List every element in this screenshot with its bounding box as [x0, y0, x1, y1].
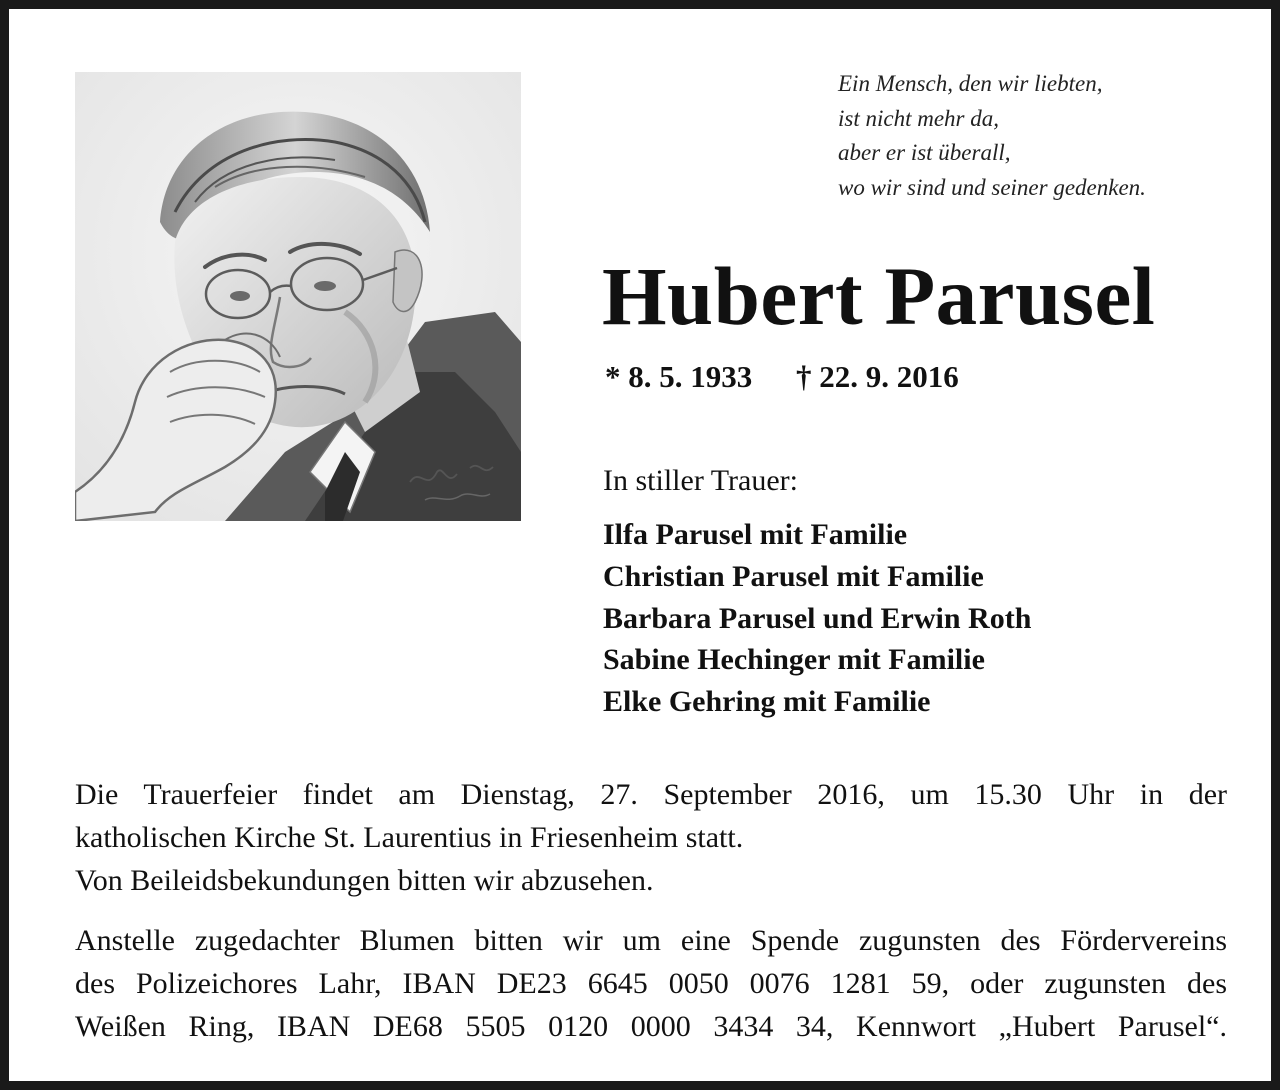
- mourner-item: Christian Parusel mit Familie: [603, 559, 984, 593]
- ceremony-details: [75, 773, 1227, 902]
- donation-line: Weißen Ring, IBAN DE68 5505 0120 0000 3434 34, Kennwort „Hubert Parusel“.: [75, 1010, 1227, 1043]
- donation-request: [75, 919, 1227, 1048]
- mourner-item: Ilfa Parusel mit Familie: [603, 518, 908, 551]
- mourning-label: In stiller Trauer:: [603, 464, 798, 497]
- deceased-name: Hubert Parusel: [602, 250, 1156, 342]
- donation-line: des Polizeichores Lahr, IBAN DE23 6645 0050 0076 1281 59, oder zugunsten des: [75, 967, 1227, 1000]
- mourners-list: [603, 514, 1031, 723]
- portrait-drawing: [75, 72, 521, 521]
- ceremony-line: katholischen Kirche St. Laurentius in Friesenheim statt.: [75, 821, 744, 854]
- poem-line: aber er ist überall,: [838, 140, 1011, 165]
- donation-line: Anstelle zugedachter Blumen bitten wir um eine Spende zugunsten des Fördervereins: [75, 924, 1227, 957]
- poem-line: wo wir sind und seiner gedenken.: [838, 174, 1146, 200]
- mourner-item: Barbara Parusel und Erwin Roth: [603, 601, 1032, 635]
- birth-date: * 8. 5. 1933: [605, 359, 753, 394]
- poem-line: ist nicht mehr da,: [838, 105, 999, 131]
- mourner-item: Sabine Hechinger mit Familie: [603, 643, 985, 677]
- death-date: † 22. 9. 2016: [796, 359, 959, 394]
- ceremony-line: Die Trauerfeier findet am Dienstag, 27. September 2016, um 15.30 Uhr in der: [75, 778, 1227, 811]
- memorial-poem: [838, 67, 1146, 205]
- poem-line: Ein Mensch, den wir liebten,: [838, 71, 1103, 96]
- mourner-item: Elke Gehring mit Familie: [603, 685, 931, 719]
- life-dates: [605, 357, 959, 397]
- ceremony-line: Von Beileidsbekundungen bitten wir abzusehen.: [75, 864, 654, 897]
